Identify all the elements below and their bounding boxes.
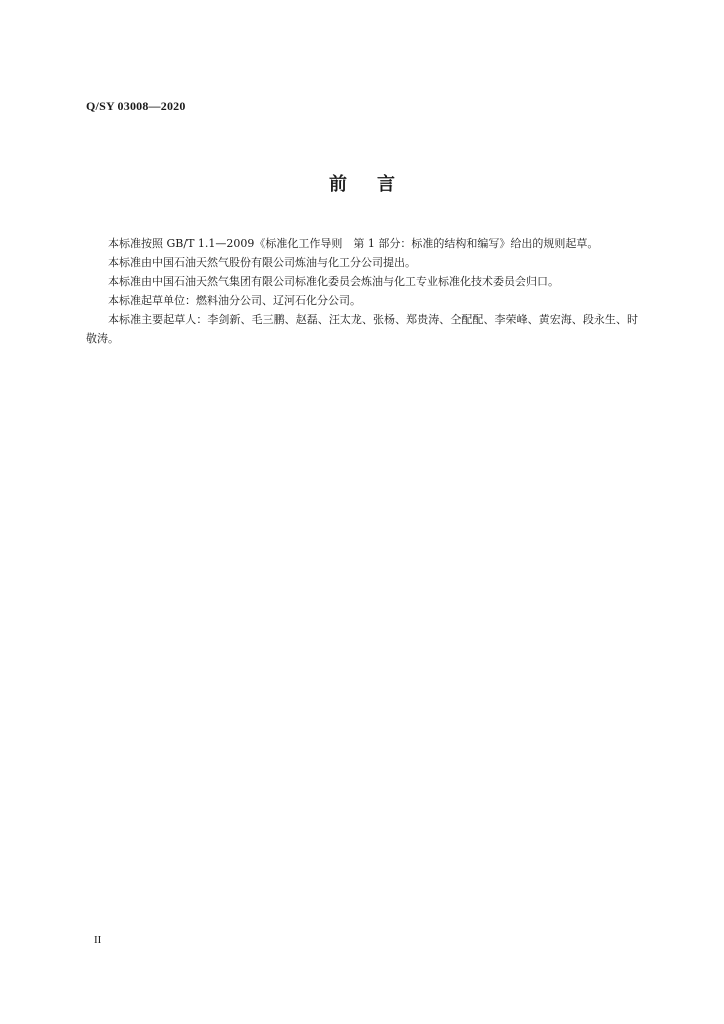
foreword-body (86, 234, 638, 348)
standard-code: Q/SY 03008—2020 (86, 99, 186, 113)
paragraph-drafters: 本标准主要起草人：李剑新、毛三鹏、赵磊、汪太龙、张杨、郑贵涛、仝配配、李荣峰、黄宏海、段永生、时敬涛。 (86, 313, 638, 345)
section-title: 前言 (329, 174, 425, 195)
paragraph-centralized-by: 本标准由中国石油天然气集团有限公司标准化委员会炼油与化工专业标准化技术委员会归口。 (108, 275, 559, 288)
page-number: II (94, 934, 102, 946)
paragraph-proposed-by: 本标准由中国石油天然气股份有限公司炼油与化工分公司提出。 (108, 256, 416, 269)
paragraph-drafting-units: 本标准起草单位：燃料油分公司、辽河石化分公司。 (108, 294, 361, 307)
paragraph-drafting-rules: 本标准按照 GB/T 1.1—2009《标准化工作导则 第 1 部分：标准的结构和编写》给出的规则起草。 (108, 237, 599, 250)
